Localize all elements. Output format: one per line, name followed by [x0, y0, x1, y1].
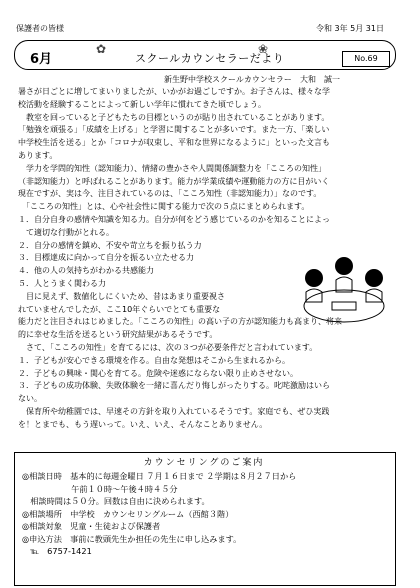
body-line: ３．子どもの成功体験、失敗体験を一緒に喜んだり悔しがったりする。叱咤激励はいら — [18, 381, 330, 391]
body-line: 学力を学問的知性（認知能力）、情緒の豊かさや人間関係調整力を「こころの知性」 — [18, 163, 326, 173]
students-illustration — [292, 244, 397, 329]
body-line: あります。 — [18, 150, 58, 160]
body-line: 的に幸せな生活を送るという研究結果があるそうです。 — [18, 330, 218, 340]
body-line: 教室を回っていると子どもたちの目標というのが貼り出されていることがあります。 — [18, 112, 330, 122]
author-name: 大和 誠一 — [300, 75, 340, 84]
info-line: ◎相談日時 基本的に毎週金曜日 ７月１６日まで ２学期は８月２７日から — [22, 471, 297, 481]
body-line: を！とまでも、もう遅いって。いえ、いえ、そんなことありません。 — [18, 419, 268, 429]
body-line: さて、「こころの知性」を育てるには、次の３つが必要条件だと言われています。 — [18, 342, 318, 352]
body-line: 「勉強を頑張る」「成績を上げる」と学習に関することが多いです。また一方、「楽しい — [18, 125, 330, 135]
info-line: ◎相談対象 児童・生徒および保護者 — [22, 521, 161, 531]
newsletter-title: スクールカウンセラーだより — [135, 52, 285, 65]
info-title: カウンセリングのご案内 — [143, 458, 265, 468]
body-line: 暑さが日ごとに増してまいりましたが、いかがお過ごしですか。お子さんは、様々な学 — [18, 87, 330, 96]
date: 令和 3年 5月 31日 — [316, 24, 384, 33]
body-line: （非認知能力）と呼ばれることがあります。能力が学業成績や運動能力の方に目がいく — [18, 176, 330, 186]
body-line: 現在ですが、実は今、注目されているのは、「こころ知性（非認知能力）」なのです。 — [18, 189, 322, 199]
body-line: ４．他の人の気持ちがわかる共感能力 — [18, 266, 154, 276]
flower-icon: ✿ — [96, 42, 107, 56]
body-line: 能力だと注目されはじめました。「こころの知性」の高い子の方が認知能力も高まり、将来 — [18, 317, 342, 327]
body-line: ２．子どもの興味・関心を育てる。危険や迷惑にならない限り止めさせない。 — [18, 368, 298, 378]
recipient: 保護者の皆様 — [16, 24, 64, 33]
school-name: 新生野中学校スクールカウンセラー — [164, 75, 292, 84]
body-line: 「こころの知性」とは、心や社会性に関する能力で次の５点にまとめられます。 — [18, 202, 310, 212]
info-list — [22, 470, 388, 558]
info-line: ◎申込方法 事前に教頭先生か担任の先生に申し込みます。 — [22, 533, 242, 544]
body-line: ない。 — [18, 394, 42, 404]
body-line: 中学校生活を送る」とか「コロナが収束し、平和な世界になるように」といった文言も — [18, 138, 330, 148]
flower-icon: ❀ — [258, 42, 269, 56]
body-line: れていませんでしたが、ここ10年ぐらいでとても重要な — [18, 304, 221, 314]
body-line: て適切な行動がとれる。 — [18, 227, 114, 237]
body-line: 校活動を経験することによって新しい学年に慣れてきた頃でしょう。 — [18, 99, 266, 109]
body-line: １．自分自身の感情や知識を知る力。自分が何をどう感じているのかを知ることによっ — [18, 214, 330, 224]
info-line: 午前１０時〜午後４時４５分 — [22, 483, 178, 494]
body-line: ３．目標達成に向かって自分を振るい立たせる力 — [18, 253, 194, 263]
issue-number: No.69 — [342, 51, 390, 67]
month-label: 6月 — [30, 52, 53, 67]
body-line: ５．人とうまく関わる力 — [18, 278, 106, 288]
body-line: 保育所や幼稚園では、早速その方針を取り入れているそうです。家庭でも、ぜひ実践 — [18, 406, 330, 416]
body-line: ２．自分の感情を鎮め、不安や苛立ちを振り払う力 — [18, 240, 202, 250]
info-line: ℡ 6757-1421 — [22, 546, 92, 556]
body-line: １．子どもが安心できる環境を作る。自由な発想はそこから生まれるから。 — [18, 355, 290, 365]
info-line: ◎相談場所 中学校 カウンセリングルーム（西館３階） — [22, 508, 234, 519]
info-line: 相談時間は５０分。回数は自由に決められます。 — [22, 496, 210, 506]
body-line: 目に見えず、数値化しにくいため、昔はあまり重要視さ — [18, 291, 226, 301]
